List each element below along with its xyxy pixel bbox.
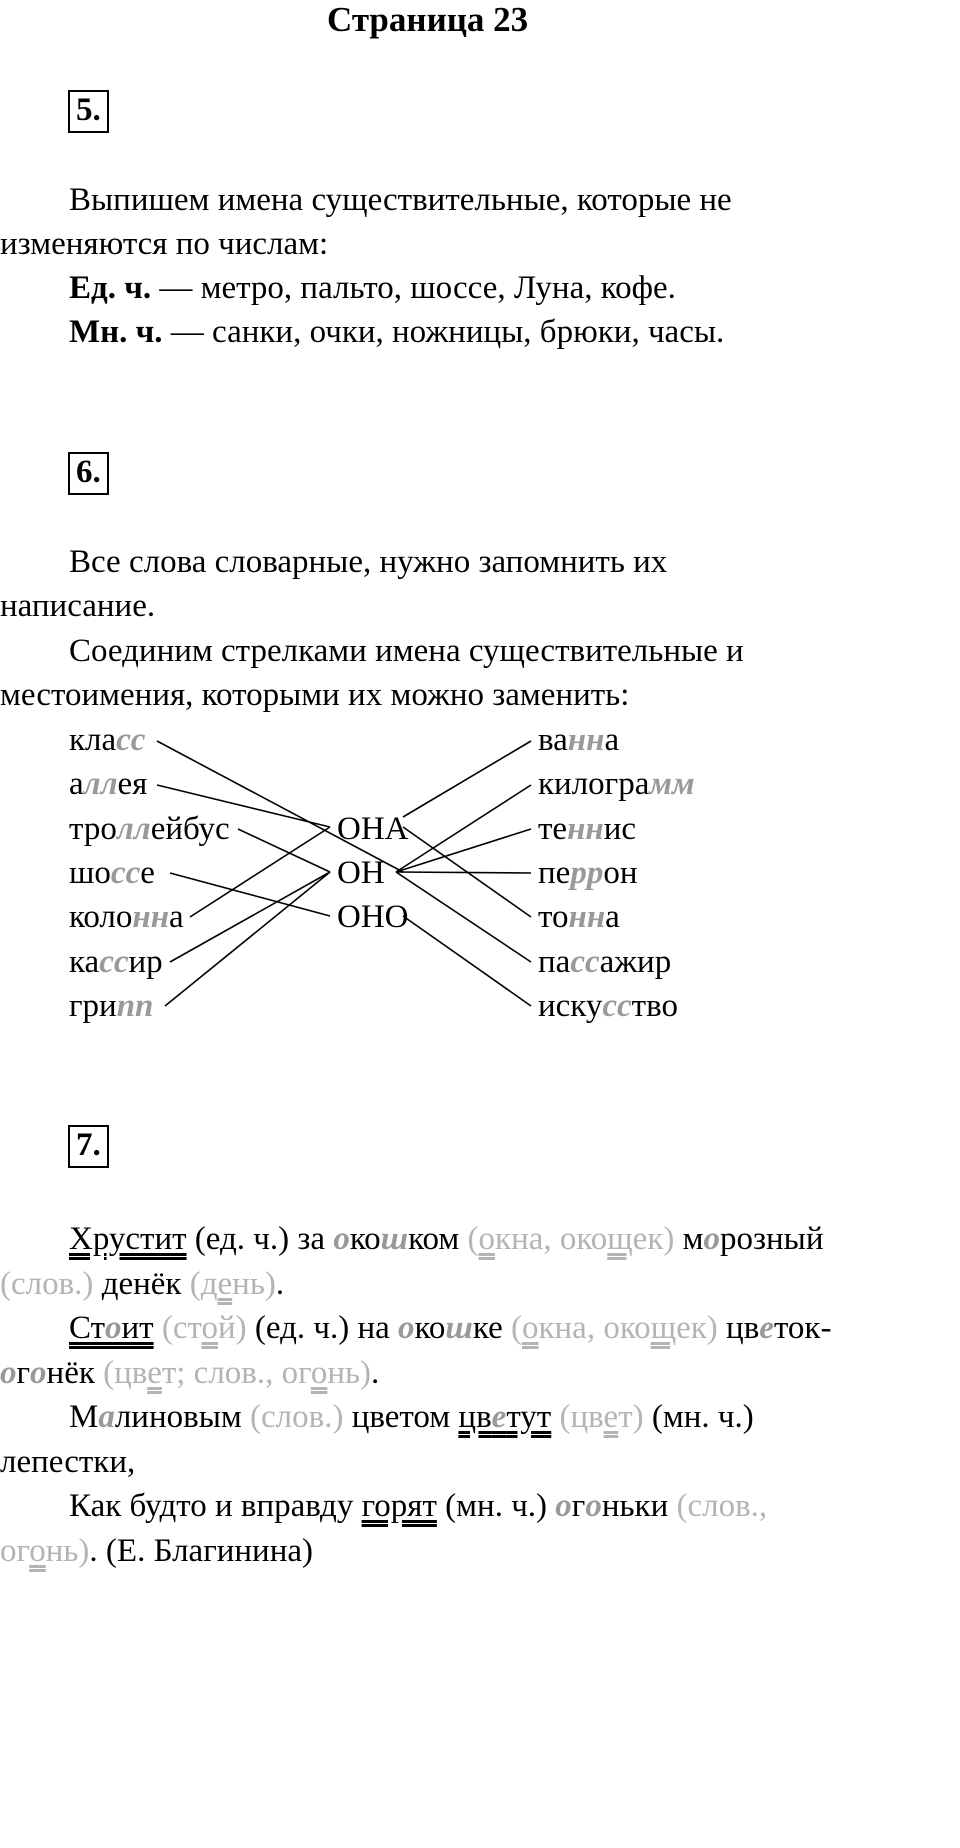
plural-list: — санки, очки, ножницы, брюки, часы. (162, 314, 725, 350)
poem-line-2: Стоит (стой) (ед. ч.) на окошке (окна, окощек) цветок- (69, 1310, 832, 1346)
exercise-5-intro-line1: Выпишем имена существительные, которые не (69, 182, 732, 218)
left-word: шоссе (69, 855, 155, 891)
pronoun-ona: ОНА (337, 811, 409, 847)
right-word: ванна (538, 722, 620, 758)
left-word: класс (69, 722, 146, 758)
exercise-6-line4: местоимения, которыми их можно заменить: (0, 677, 630, 713)
page-title: Страница 23 (327, 0, 529, 39)
poem-line-4b: огонь). (Е. Благинина) (0, 1533, 314, 1569)
connection-line (170, 872, 330, 962)
poem-line-3b: лепестки, (0, 1444, 136, 1480)
poem-line-1: Хрустит (ед. ч.) за окошком (окна, окощек) морозный (69, 1221, 824, 1257)
left-word: колонна (69, 899, 184, 935)
connection-line (396, 872, 531, 962)
predicate: Хрустит (69, 1221, 187, 1257)
pronoun-ono: ОНО (337, 899, 409, 935)
connection-line (396, 872, 531, 873)
poem-line-2b: огонёк (цвет; слов., огонь). (0, 1355, 380, 1391)
poem-line-4: Как будто и вправду горят (мн. ч.) огоньки (слов., (69, 1488, 768, 1524)
poem-line-1b: (слов.) денёк (день). (0, 1266, 285, 1302)
author: . (Е. Благинина) (89, 1533, 314, 1569)
right-word: пассажир (538, 944, 672, 980)
plural-label: Мн. ч. (69, 314, 163, 350)
singular-list: — метро, пальто, шоссе, Луна, кофе. (151, 270, 676, 306)
left-word: аллея (69, 766, 148, 802)
left-word: троллейбус (69, 811, 230, 847)
exercise-6-line2: написание. (0, 588, 156, 624)
exercise-5-number: 5. (68, 90, 109, 133)
connection-line (157, 741, 403, 872)
predicate: горят (361, 1488, 437, 1524)
connection-line (170, 873, 330, 916)
connection-line (165, 872, 330, 1006)
singular-label: Ед. ч. (69, 270, 152, 306)
exercise-6-number: 6. (68, 452, 109, 495)
exercise-5-intro-line2: изменяются по числам: (0, 226, 329, 262)
left-word: грипп (69, 988, 154, 1024)
right-word: теннис (538, 811, 637, 847)
connection-line (403, 916, 531, 1006)
right-word: искусство (538, 988, 678, 1024)
exercise-7-number: 7. (68, 1125, 109, 1168)
right-word: килограмм (538, 766, 695, 802)
predicate: Стоит (69, 1310, 154, 1346)
right-word: перрон (538, 855, 638, 891)
right-word: тонна (538, 899, 620, 935)
exercise-6-line3: Соединим стрелками имена существительные и (69, 633, 744, 669)
connection-line (403, 741, 531, 817)
exercise-6-line1: Все слова словарные, нужно запомнить их (69, 544, 668, 580)
poem-line-3: Малиновым (слов.) цветом цветут (цвет) (мн. ч.) (69, 1399, 754, 1435)
connection-line (396, 785, 531, 872)
left-word: кассир (69, 944, 163, 980)
predicate: цветут (458, 1399, 552, 1435)
pronoun-on: ОН (337, 855, 385, 891)
